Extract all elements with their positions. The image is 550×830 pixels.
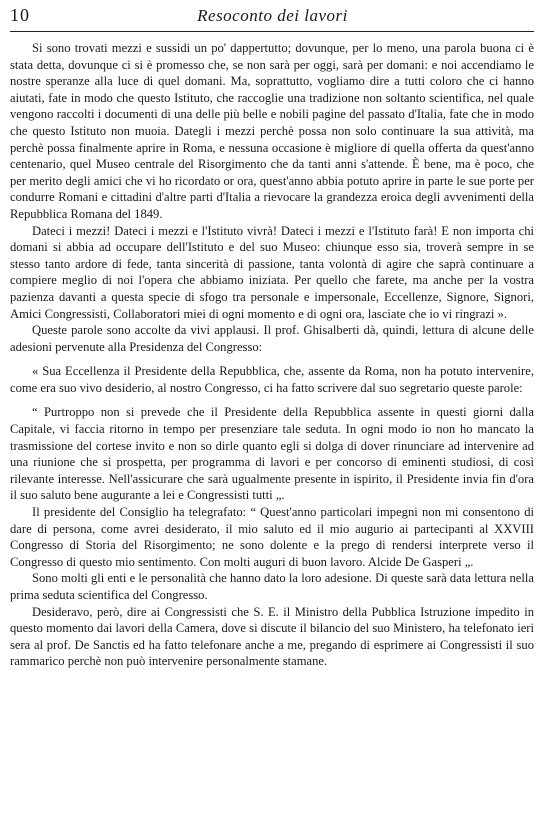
paragraph-2: Dateci i mezzi! Dateci i mezzi e l'Istituto vivrà! Dateci i mezzi e l'Istituto farà! E non importa chi domani si abbia ad occupare dell'Istituto e del suo Museo: chiunque esso sia, troverà sempre in se stesso tanto ardore di fede, tanta sincerità di passione, tanta volontà di agire che saprà continuare a compiere meglio di noi l'opera che abbiamo iniziata. Per quello che farete, ma anche per la vostra pazienza davanti a questa specie di sfogo tra personale e impersonale, Eccellenze, Signore, Signori, Amici Congressisti, Collaboratori miei di ogni momento e di ogni ora, lasciate che io vi ringrazi ».: [10, 223, 534, 321]
running-title: Resoconto dei lavori: [197, 6, 348, 25]
paragraph-6: Il presidente del Consiglio ha telegrafato: “ Quest'anno particolari impegni non mi consentono di dare di persona, come avrei desiderato, il mio saluto ed il mio augurio ai partecipanti al XXVIII Congresso di Storia del Risorgimento; ne sono dolente e la prego di rendersi interprete verso il Congresso di questo mio sentimento. Con molti auguri di buon lavoro. Alcide De Gasperi „.: [10, 505, 534, 569]
page-number: 10: [10, 5, 30, 25]
page-header: [10, 5, 535, 29]
document-body: [10, 40, 534, 670]
paragraph-1: Si sono trovati mezzi e sussidi un po' dappertutto; dovunque, per lo meno, una parola buona ci è stata detta, dovunque ci si è promesso che, se non sarà per oggi, sarà per domani: e noi accendiamo le nostre speranze alla luce di quel domani. Ma, soprattutto, vogliamo dire a tutti coloro che ci hanno aiutati, fate in modo che questo Istituto, che raccoglie una tradizione non soltanto scientifica, nel quale vengono raccolti i documenti di una delle più belle e nobili pagine del passato d'Italia, fate che in modo che questo Istituto non muoia. Dategli i mezzi perchè possa non solo continuare la sua attività, ma perchè possa finalmente aprire in Roma, e nessuna occasione è migliore di quella offerta da quest'anno centenario, quel Museo centrale del Risorgimento che da tanti anni s'attende. È bene, ma è poco, che per merito degli amici che vi ho ricordato or ora, quest'anno abbia potuto aprire in parte le sue porte per condurre Romani e cittadini d'altre parti d'Italia a rievocare la grandezza eroica degli avvenimenti della Repubblica Romana del 1849.: [10, 41, 534, 221]
paragraph-8: Desideravo, però, dire ai Congressisti che S. E. il Ministro della Pubblica Istruzione impedito in questo momento dai lavori della Camera, dove si discute il bilancio del suo Ministero, ha telefonato ieri sera al prof. De Sanctis ed ha fatto telefonare anche a me, pregando di esprimere ai Congressisti il suo rammarico perchè non può intervenire personalmente stamane.: [10, 604, 534, 669]
paragraph-7: Sono molti gli enti e le personalità che hanno dato la loro adesione. Di queste sarà data lettura nella prima seduta scientifica del Congresso.: [10, 571, 534, 602]
paragraph-3: Queste parole sono accolte da vivi applausi. Il prof. Ghisalberti dà, quindi, lettura di alcune delle adesioni pervenute alla Presidenza del Congresso:: [10, 323, 534, 354]
paragraph-5: “ Purtroppo non si prevede che il Presidente della Repubblica assente in questi giorni dalla Capitale, vi faccia ritorno in tempo per presenziare tale seduta. In ogni modo io non ho mancato la trasmissione del cortese invito e non so dirle quanto egli si dolga di dover rinunciare ad intervenire ad una riunione che si prospetta, per programma di lavori e per concorso di eminenti studiosi, di così rilevante interesse. Nell'assicurare che sarà ugualmente presente in ispirito, il Presidente invia fin d'ora il suo saluto bene augurante a lei e Congressisti tutti „.: [10, 405, 534, 503]
paragraph-4: « Sua Eccellenza il Presidente della Repubblica, che, assente da Roma, non ha potuto intervenire, come era suo vivo desiderio, al nostro Congresso, ci ha fatto scrivere dal suo segretario queste parole:: [10, 364, 534, 395]
header-rule: [10, 31, 534, 32]
